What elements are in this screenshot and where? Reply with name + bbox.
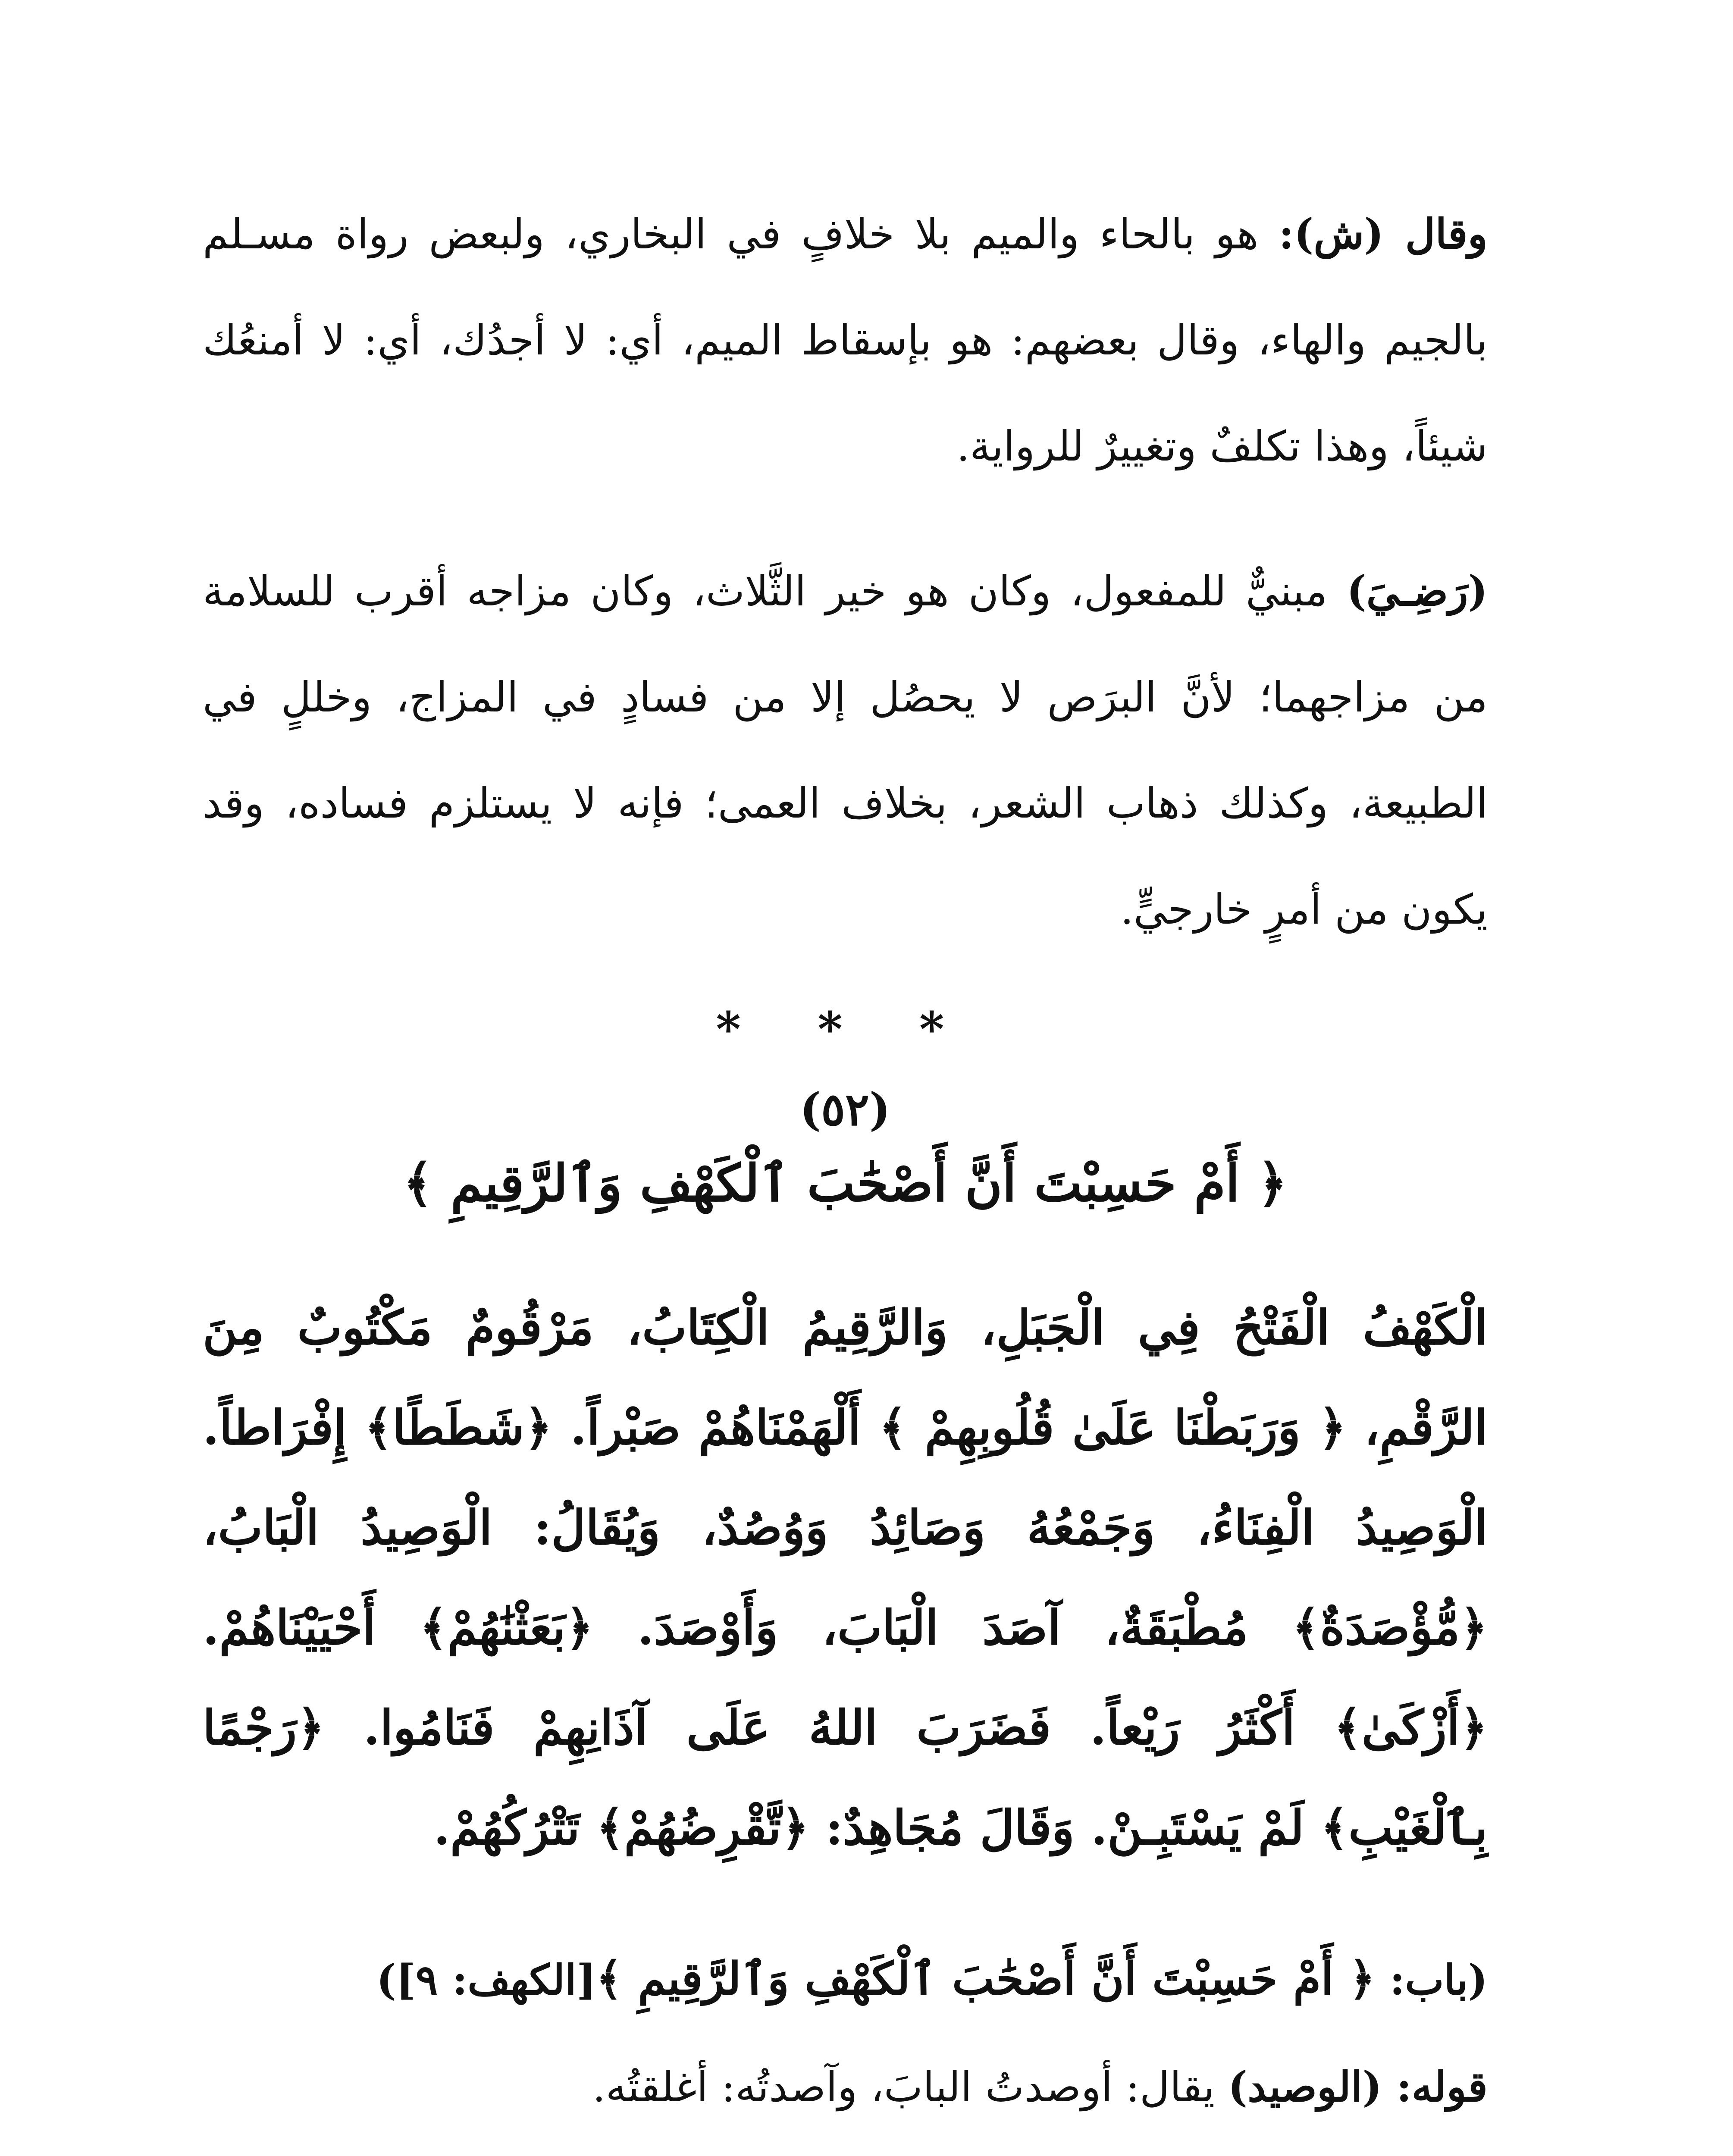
- commentary-paragraph-1: [203, 181, 1488, 499]
- rayan-line: [203, 2145, 1488, 2156]
- qawluh-line: [203, 2038, 1488, 2136]
- commentary-paragraph-2: [203, 538, 1488, 962]
- paragraph-lead: (رَضِـيَ): [1347, 567, 1488, 615]
- page-body: [203, 181, 1488, 2156]
- qawluh-lead: قوله: (الوصيد): [1228, 2062, 1488, 2111]
- bab-reference: [الكهف: ٩]): [376, 1955, 596, 2004]
- section-number: (٥٢): [799, 1083, 891, 1136]
- bab-lead: (باب:: [1375, 1955, 1488, 2004]
- qawluh-text: يقال: أوصدتُ البابَ، وآصدتُه: أغلقتُه.: [592, 2063, 1228, 2111]
- hadith-text: الْكَهْفُ الْفَتْحُ فِي الْجَبَلِ، وَالرَّقِيمُ الْكِتَابُ، مَرْقُومٌ مَكْتُوبٌ مِنَ الرَّقْمِ، ﴿ وَرَبَطْنَا عَلَىٰ قُلُوبِهِمْ ﴾ أَلْهَمْنَاهُمْ صَبْراً. ﴿شَطَطًا﴾ إِفْرَاطاً. الْوَصِيدُ الْفِنَاءُ، وَجَمْعُهُ وَصَائِدُ وَوُصُدٌ، وَيُقَالُ: الْوَصِيدُ الْبَابُ، ﴿مُّؤْصَدَةٌ﴾ مُطْبَقَةٌ، آصَدَ الْبَابَ، وَأَوْصَدَ. ﴿بَعَثْنَٰهُمْ﴾ أَحْيَيْنَاهُمْ. ﴿أَزْكَىٰ﴾ أَكْثَرُ رَيْعاً. فَضَرَبَ اللهُ عَلَى آذَانِهِمْ فَنَامُوا. ﴿رَجْمًا بِٱلْغَيْبِ﴾ لَمْ يَسْتَبِـنْ. وَقَالَ مُجَاهِدٌ: ﴿تَّقْرِضُهُمْ﴾ تَتْرُكُهُمْ.: [203, 1300, 1488, 1855]
- section-verse-heading: ﴿ أَمْ حَسِبْتَ أَنَّ أَصْحَٰبَ ٱلْكَهْفِ وَٱلرَّقِيمِ ﴾: [403, 1153, 1288, 1213]
- section-separator: * * *: [716, 1001, 975, 1057]
- bab-line: [203, 1930, 1488, 2029]
- paragraph-lead: وقال (ش):: [1279, 210, 1488, 258]
- bab-ayah: ﴿ أَمْ حَسِبْتَ أَنَّ أَصْحَٰبَ ٱلْكَهْفِ وَٱلرَّقِيمِ ﴾: [596, 1952, 1376, 2005]
- paragraph-text: مبنيٌّ للمفعول، وكان هو خير الثَّلاث، وكان مزاجه أقرب للسلامة من مزاجهما؛ لأنَّ البرَص لا يحصُل إلا من فسادٍ في المزاج، وخللٍ في الطبيعة، وكذلك ذهاب الشعر، بخلاف العمى؛ فإنه لا يستلزم فساده، وقد يكون من أمرٍ خارجيٍّ.: [203, 567, 1488, 934]
- paragraph-text: هو بالحاء والميم بلا خلافٍ في البخاري، ولبعض رواة مسـلم بالجيم والهاء، وقال بعضهم: هو بإسقاط الميم، أي: لا أجدُك، أي: لا أمنعُك شيئاً، وهذا تكلفٌ وتغييرٌ للرواية.: [203, 210, 1488, 470]
